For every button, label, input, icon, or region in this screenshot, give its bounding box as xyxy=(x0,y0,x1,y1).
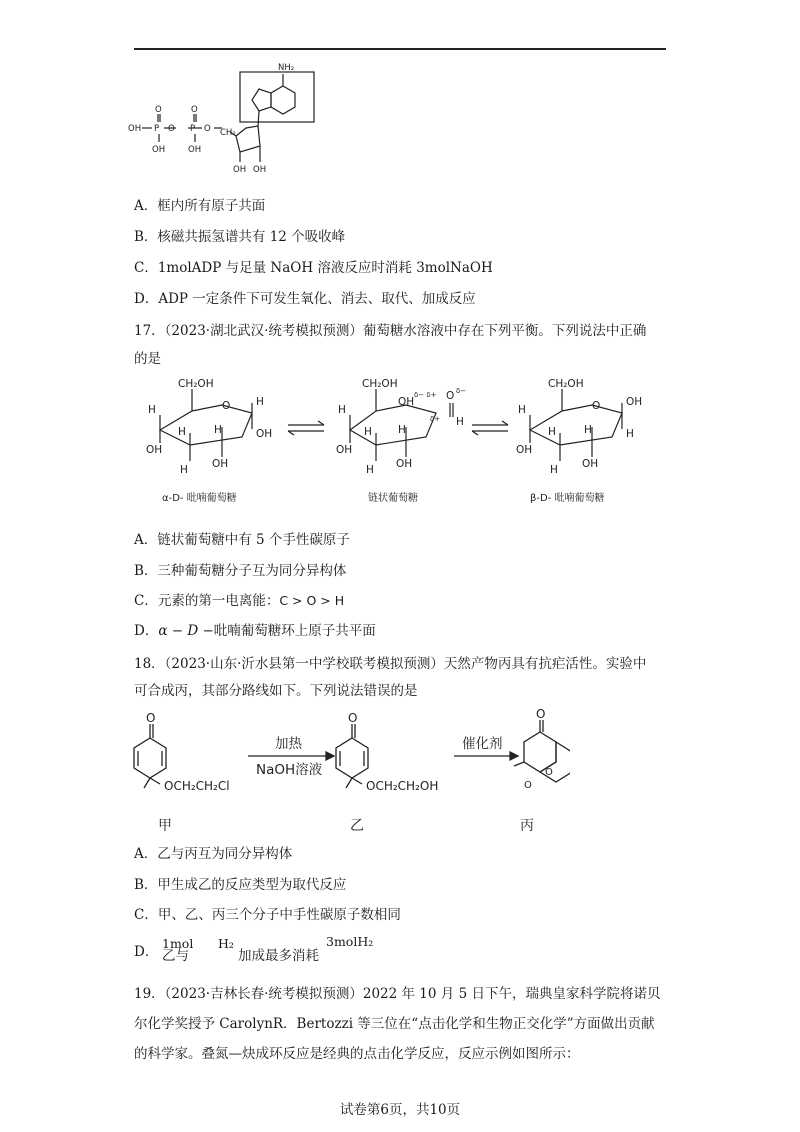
q17-option-c-text: C．元素的第一电离能： xyxy=(134,593,280,609)
q16-option-b: B．核磁共振氢谱共有 12 个吸收峰 xyxy=(134,229,346,245)
bing-ring-a xyxy=(524,732,556,772)
q18-stem-line1: 18．（2023·山东·沂水县第一中学校联考模拟预测）天然产物丙具有抗疟活性。实验中 xyxy=(134,656,647,672)
h-label: H xyxy=(518,404,526,416)
arrow2-top-label: 催化剂 xyxy=(462,736,503,752)
amino-label: NH₂ xyxy=(278,63,295,73)
jia-caption: 甲 xyxy=(158,818,172,834)
oh-label: OH xyxy=(233,165,247,175)
q18-option-d-text2: 加成最多消耗 xyxy=(238,948,319,964)
oh-label: OH xyxy=(152,145,166,155)
h-label: H xyxy=(366,464,374,476)
yi-ring xyxy=(336,738,368,778)
ch2oh-label: CH₂OH xyxy=(548,378,584,390)
header-rule xyxy=(134,48,666,50)
oh-label: OH xyxy=(253,165,267,175)
ch2-label: CH₂ xyxy=(220,128,236,138)
bing-ring-o-label: O xyxy=(545,767,553,778)
q18-option-c: C．甲、乙、丙三个分子中手性碳原子数相同 xyxy=(134,907,401,923)
q17-stem-line2: 的是 xyxy=(134,351,161,367)
q19-line1: 19．（2023·吉林长春·统考模拟预测）2022 年 10 月 5 日下午，瑞典皇家科学院将诺贝 xyxy=(134,986,661,1002)
q17-option-c xyxy=(134,591,344,611)
oh-label: OH xyxy=(396,458,413,470)
bing-o-label: O xyxy=(536,708,546,721)
q17-option-b: B．三种葡萄糖分子互为同分异构体 xyxy=(134,563,347,579)
q18-option-d-h2: H₂ xyxy=(218,936,234,951)
oh-label: OH xyxy=(582,458,599,470)
ring-o-label: O xyxy=(592,400,601,412)
q17-option-d-formula: α − D − xyxy=(158,623,214,639)
o-label: O xyxy=(155,105,162,115)
bing-ring-o-label: O xyxy=(524,780,532,791)
beta-caption: β-D- 吡喃葡萄糖 xyxy=(530,493,605,504)
oh-label: OH xyxy=(626,396,643,408)
delta-minus-label: δ− xyxy=(456,387,467,395)
oh-label: OH xyxy=(256,428,273,440)
q18-option-a: A．乙与丙互为同分异构体 xyxy=(134,846,293,862)
oh-label: OH xyxy=(146,444,163,456)
h-label: H xyxy=(626,428,634,440)
oh-label: OH xyxy=(212,458,229,470)
glucose-equilibrium-figure xyxy=(130,375,670,515)
h-label: H xyxy=(364,426,372,438)
ch2oh-label: CH₂OH xyxy=(178,378,214,390)
q18-option-d-text1: 乙与 xyxy=(162,948,189,964)
chain-caption: 链状葡萄糖 xyxy=(368,493,418,504)
alpha-ring xyxy=(160,405,252,445)
q17-option-d-prefix: D． xyxy=(134,623,159,639)
q16-option-a: A．框内所有原子共面 xyxy=(134,198,266,214)
bing-caption: 丙 xyxy=(520,818,534,834)
yi-o-label: O xyxy=(348,711,358,725)
p-label: P xyxy=(154,124,160,134)
arrow1-bottom-label: NaOH溶液 xyxy=(256,762,323,778)
page-footer: 试卷第6页，共10页 xyxy=(339,1102,461,1118)
oh-label: OH xyxy=(188,145,202,155)
beta-ring xyxy=(530,405,622,445)
oh-label: OH xyxy=(516,444,533,456)
jia-o-label: O xyxy=(146,711,156,725)
q18-option-d-prefix: D． xyxy=(134,944,159,960)
highlight-box xyxy=(240,72,314,122)
q19-line2: 尔化学奖授予 CarolynR．Bertozzi 等三位在“点击化学和生物正交化学”方面做出贡献 xyxy=(134,1016,655,1032)
alpha-caption: α-D- 吡喃葡萄糖 xyxy=(162,493,237,504)
h-label: H xyxy=(338,404,346,416)
ring-o-label: O xyxy=(222,400,231,412)
oh-label: OH xyxy=(128,124,142,134)
q18-option-b: B．甲生成乙的反应类型为取代反应 xyxy=(134,877,347,893)
carbonyl-o-label: O xyxy=(446,390,455,402)
ch2oh-label: CH₂OH xyxy=(362,378,398,390)
synthesis-route-figure xyxy=(130,708,570,838)
h-label: H xyxy=(584,424,592,436)
delta-label: δ− δ+ xyxy=(414,391,437,399)
oh-label: OH xyxy=(398,396,415,408)
h-label: H xyxy=(148,404,156,416)
h-label: H xyxy=(256,396,264,408)
h-label: H xyxy=(456,416,464,428)
oh-label: OH xyxy=(336,444,353,456)
q18-stem-line2: 可合成丙，其部分路线如下。下列说法错误的是 xyxy=(134,683,418,699)
chain-outline xyxy=(350,405,436,445)
o-label: O xyxy=(168,124,175,134)
h-label: H xyxy=(548,426,556,438)
h-label: H xyxy=(178,426,186,438)
q18-option-d-3mol: 3molH₂ xyxy=(326,934,374,949)
adp-structure-figure xyxy=(128,56,328,186)
q17-option-a: A．链状葡萄糖中有 5 个手性碳原子 xyxy=(134,532,350,548)
q17-option-d-text: 吡喃葡萄糖环上原子共平面 xyxy=(213,623,376,639)
o-label: O xyxy=(204,124,211,134)
arrow1-top-label: 加热 xyxy=(275,736,302,752)
yi-caption: 乙 xyxy=(350,818,364,834)
h-label: H xyxy=(550,464,558,476)
jia-substituent-label: OCH₂CH₂Cl xyxy=(164,779,230,793)
q16-option-c: C．1molADP 与足量 NaOH 溶液反应时消耗 3molNaOH xyxy=(134,260,493,276)
jia-ring xyxy=(134,738,166,778)
delta-plus-label: δ+ xyxy=(430,415,441,423)
yi-substituent-label: OCH₂CH₂OH xyxy=(366,779,439,793)
q17-option-c-formula: C > O > H xyxy=(279,593,345,608)
q18-option-d-1mol: 1mol xyxy=(162,936,194,951)
q19-line3: 的科学家。叠氮—炔成环反应是经典的点击化学反应，反应示例如图所示： xyxy=(134,1046,580,1062)
h-label: H xyxy=(180,464,188,476)
h-label: H xyxy=(214,424,222,436)
h-label: H xyxy=(398,424,406,436)
p-label: P xyxy=(190,124,196,134)
q17-option-d xyxy=(134,621,376,641)
q17-stem-line1: 17．（2023·湖北武汉·统考模拟预测）葡萄糖水溶液中存在下列平衡。下列说法中正确 xyxy=(134,323,647,339)
q16-option-d: D．ADP 一定条件下可发生氧化、消去、取代、加成反应 xyxy=(134,291,476,307)
o-label: O xyxy=(191,105,198,115)
